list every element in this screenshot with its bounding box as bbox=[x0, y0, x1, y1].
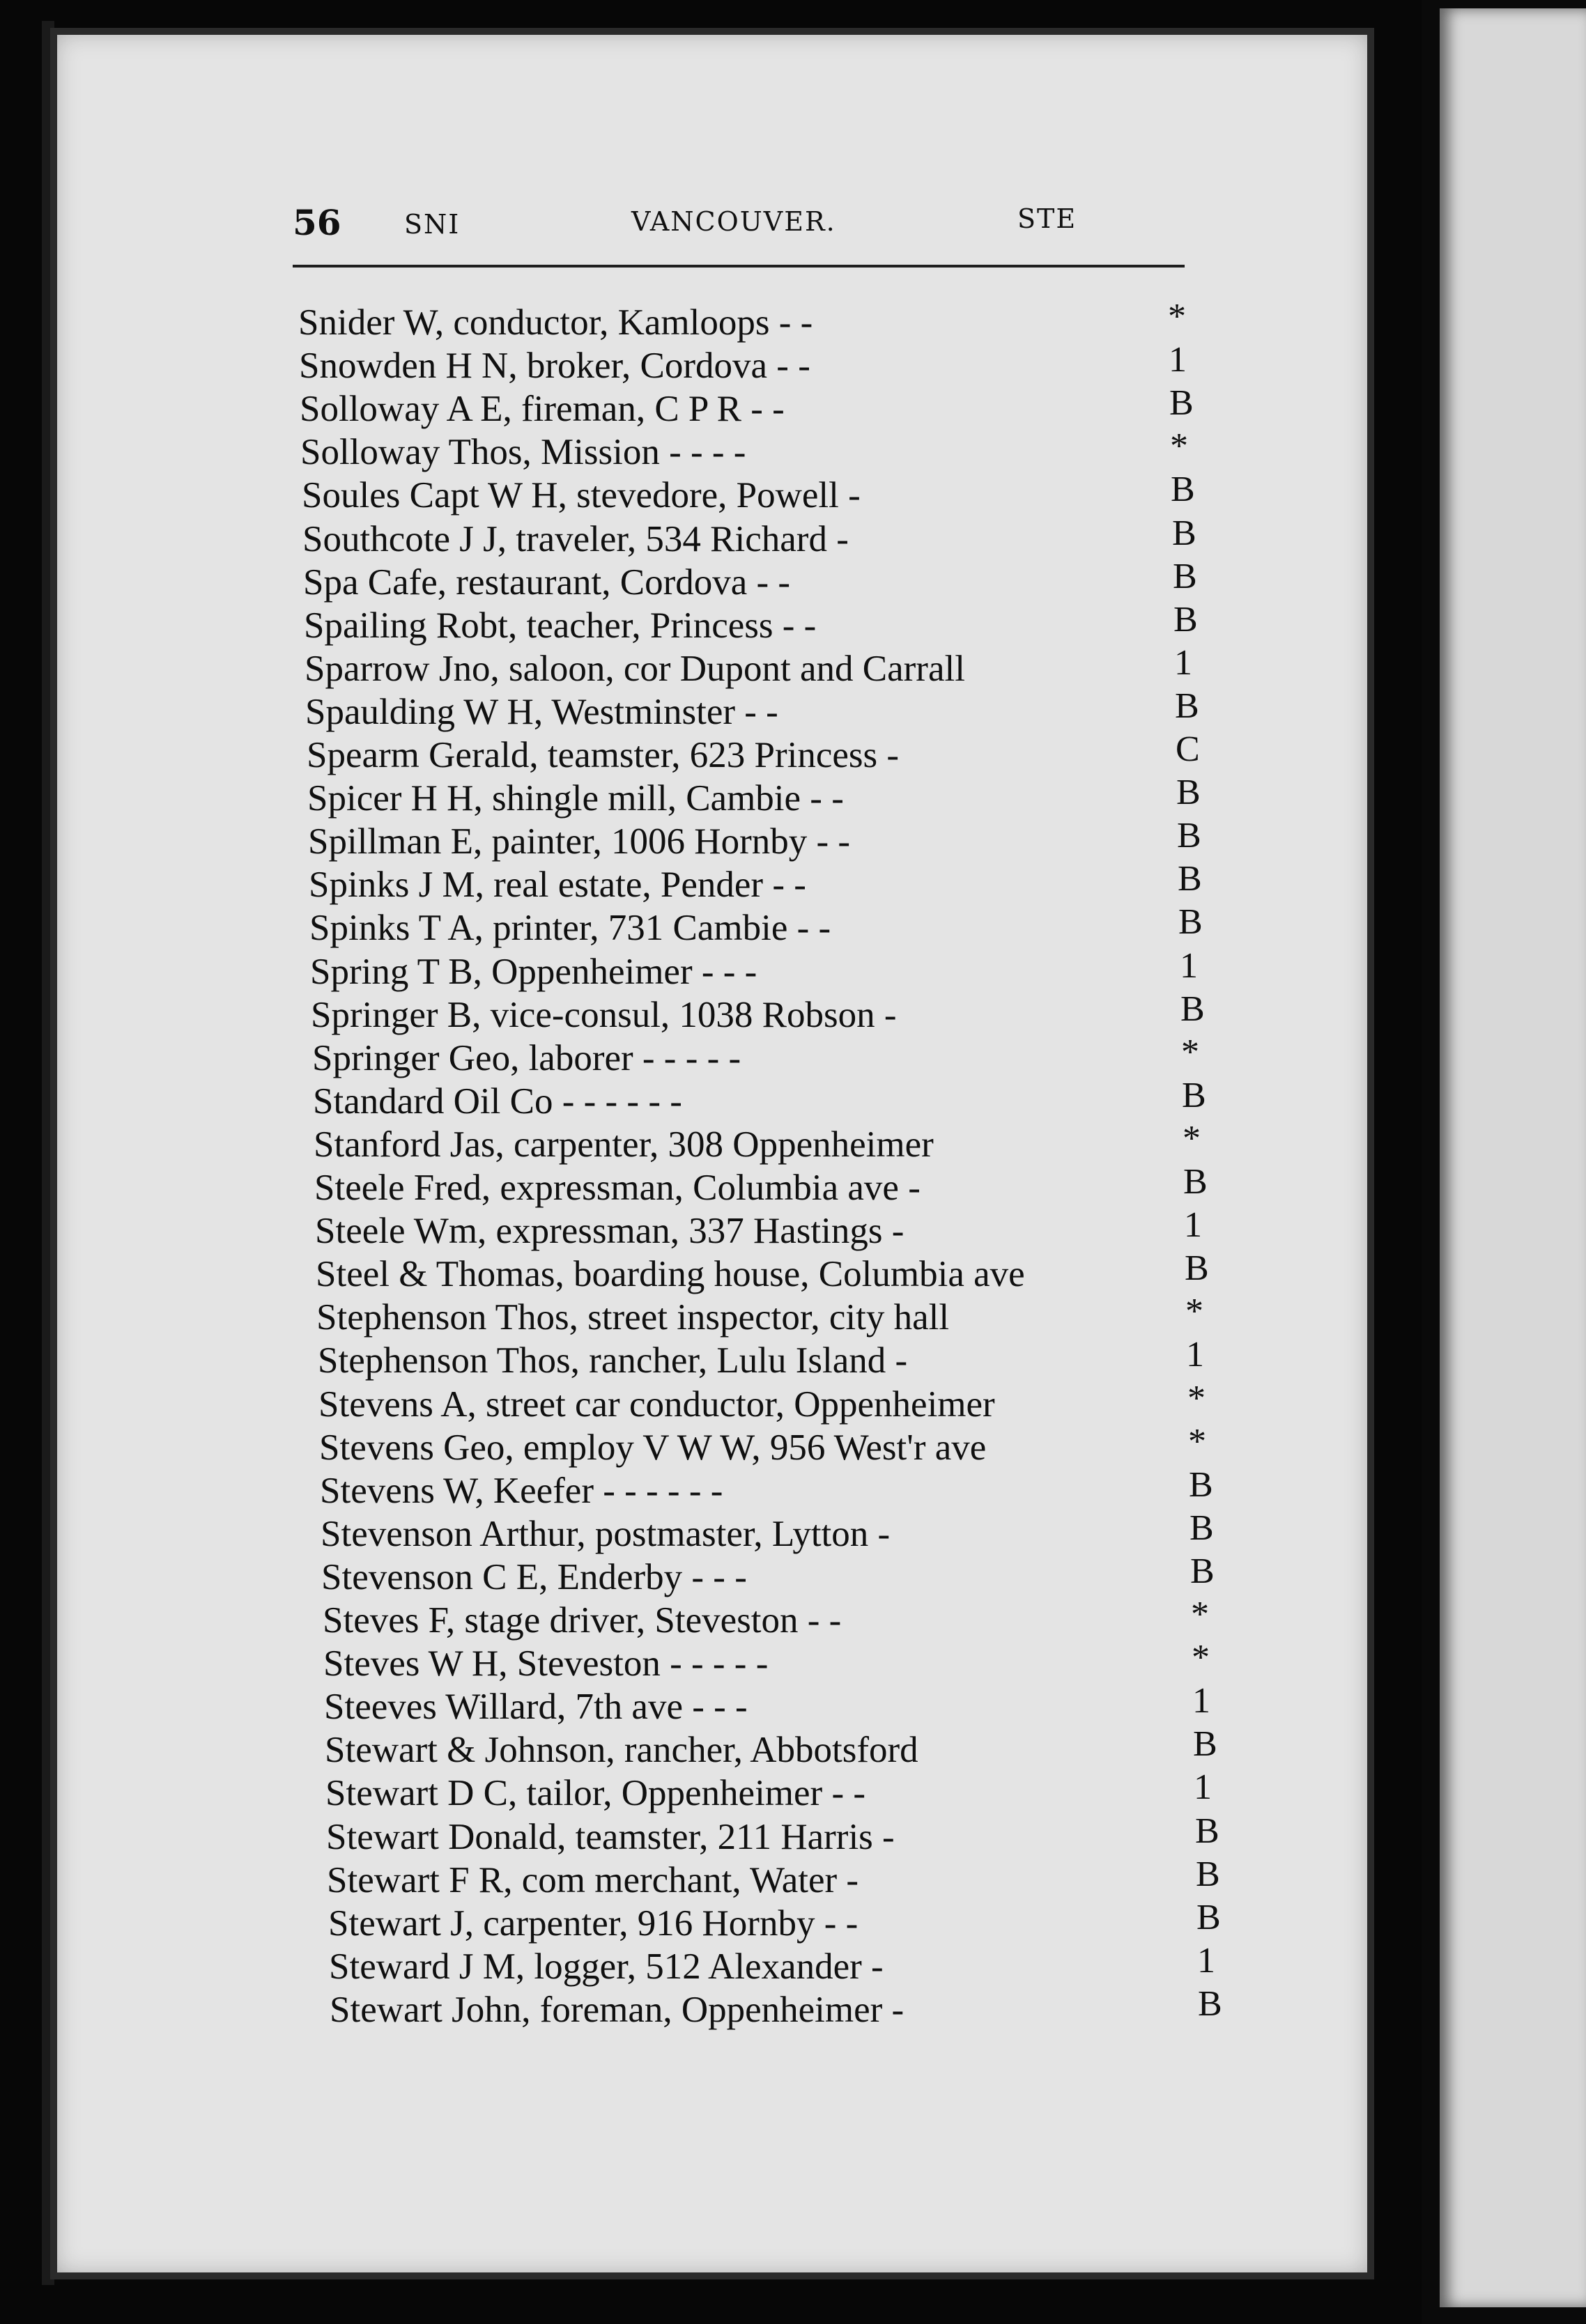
directory-entry bbox=[328, 1898, 1221, 1945]
entry-text: Steward J M, logger, 512 Alexander - bbox=[329, 1946, 884, 1987]
entry-status-mark: * bbox=[1191, 1595, 1209, 1634]
entry-text: Stephenson Thos, rancher, Lulu Island - bbox=[318, 1340, 908, 1381]
directory-entry bbox=[325, 1724, 1217, 1772]
entry-text: Steeves Willard, 7th ave - - - bbox=[324, 1687, 748, 1727]
entry-status-mark: B bbox=[1196, 1854, 1220, 1894]
directory-entry bbox=[318, 1335, 1212, 1382]
entry-status-mark: * bbox=[1188, 1422, 1206, 1462]
directory-entry bbox=[323, 1638, 1212, 1685]
entry-text: Spinks T A, printer, 731 Cambie - - bbox=[309, 908, 831, 948]
entry-status-mark: C bbox=[1176, 729, 1200, 769]
entry-text: Stewart F R, com merchant, Water - bbox=[327, 1860, 859, 1900]
entry-status-mark: * bbox=[1168, 297, 1186, 336]
directory-entry bbox=[302, 513, 1212, 561]
entry-status-mark: B bbox=[1171, 470, 1195, 509]
directory-entry bbox=[300, 426, 1212, 474]
entry-text: Stewart D C, tailor, Oppenheimer - - bbox=[325, 1773, 865, 1813]
entry-status-mark: B bbox=[1176, 773, 1201, 812]
entry-status-mark: * bbox=[1183, 1119, 1201, 1159]
entry-text: Spicer H H, shingle mill, Cambie - - bbox=[307, 778, 844, 819]
directory-entry bbox=[309, 859, 1212, 906]
entry-text: Spinks J M, real estate, Pender - - bbox=[309, 865, 806, 905]
entry-status-mark: * bbox=[1187, 1379, 1206, 1418]
entry-text: Solloway A E, fireman, C P R - - bbox=[300, 389, 785, 429]
directory-entry bbox=[304, 600, 1212, 647]
right-guide-word: STE bbox=[1017, 203, 1077, 234]
entry-text: Spring T B, Oppenheimer - - - bbox=[310, 952, 757, 992]
entry-text: Solloway Thos, Mission - - - - bbox=[300, 432, 746, 472]
entry-status-mark: 1 bbox=[1197, 1941, 1215, 1981]
entry-text: Stewart John, foreman, Oppenheimer - bbox=[330, 1990, 904, 2030]
page-title: VANCOUVER. bbox=[631, 206, 836, 237]
entry-status-mark: 1 bbox=[1192, 1681, 1210, 1721]
directory-entry bbox=[309, 902, 1212, 950]
header-rule bbox=[293, 265, 1185, 268]
entry-text: Soules Capt W H, stevedore, Powell - bbox=[302, 475, 861, 516]
entry-status-mark: * bbox=[1170, 426, 1188, 466]
directory-entry bbox=[325, 1767, 1212, 1815]
entry-status-mark: B bbox=[1178, 902, 1203, 942]
directory-entry bbox=[327, 1854, 1220, 1902]
entry-status-mark: B bbox=[1180, 989, 1205, 1029]
entry-status-mark: 1 bbox=[1184, 1205, 1202, 1245]
entry-text: Spailing Robt, teacher, Princess - - bbox=[304, 605, 817, 646]
entry-text: Stevenson C E, Enderby - - - bbox=[321, 1557, 747, 1597]
entry-status-mark: B bbox=[1190, 1551, 1215, 1591]
left-guide-word: SNI bbox=[404, 209, 461, 240]
directory-entry bbox=[305, 686, 1212, 734]
entry-text: Spillman E, painter, 1006 Hornby - - bbox=[308, 821, 851, 862]
directory-entry bbox=[299, 340, 1212, 387]
directory-entry bbox=[312, 1032, 1212, 1080]
directory-entry bbox=[314, 1119, 1212, 1166]
entry-status-mark: B bbox=[1183, 1162, 1208, 1202]
directory-entry bbox=[314, 1162, 1212, 1209]
directory-entry bbox=[326, 1811, 1219, 1859]
directory-entry bbox=[329, 1941, 1215, 1988]
entry-text: Snider W, conductor, Kamloops - - bbox=[298, 302, 813, 343]
entry-text: Stewart & Johnson, rancher, Abbotsford bbox=[325, 1730, 918, 1770]
directory-entry bbox=[315, 1205, 1212, 1253]
entry-text: Spearm Gerald, teamster, 623 Princess - bbox=[307, 735, 900, 775]
entry-text: Steele Fred, expressman, Columbia ave - bbox=[314, 1168, 921, 1208]
entry-status-mark: B bbox=[1172, 513, 1196, 553]
directory-entry bbox=[321, 1551, 1215, 1599]
directory-entry bbox=[302, 470, 1212, 517]
directory-entry bbox=[300, 383, 1212, 431]
facing-page-edge bbox=[1440, 8, 1586, 2307]
directory-entry bbox=[321, 1508, 1214, 1556]
entry-text: Stevens A, street car conductor, Oppenheimer bbox=[318, 1384, 995, 1425]
entry-status-mark: B bbox=[1195, 1811, 1219, 1851]
directory-entry bbox=[324, 1681, 1212, 1728]
directory-entry bbox=[316, 1292, 1212, 1339]
entry-text: Spaulding W H, Westminster - - bbox=[305, 692, 778, 732]
entry-status-mark: B bbox=[1193, 1724, 1217, 1764]
entry-status-mark: 1 bbox=[1194, 1767, 1212, 1807]
entry-text: Stevenson Arthur, postmaster, Lytton - bbox=[321, 1514, 891, 1554]
entry-text: Southcote J J, traveler, 534 Richard - bbox=[302, 519, 849, 559]
entry-text: Springer Geo, laborer - - - - - bbox=[312, 1038, 741, 1078]
entry-status-mark: B bbox=[1169, 383, 1194, 423]
directory-entry bbox=[323, 1595, 1212, 1642]
entry-status-mark: B bbox=[1177, 816, 1201, 855]
entry-text: Stevens W, Keefer - - - - - - bbox=[320, 1471, 723, 1511]
directory-entry bbox=[310, 946, 1212, 993]
directory-entry bbox=[316, 1248, 1212, 1296]
page-header bbox=[293, 199, 1164, 255]
facing-page-sliver bbox=[1422, 0, 1586, 2324]
entry-status-mark: B bbox=[1196, 1898, 1221, 1937]
directory-entry bbox=[330, 1984, 1222, 2031]
directory-entry bbox=[318, 1379, 1212, 1426]
directory-entry bbox=[307, 773, 1212, 820]
entry-status-mark: B bbox=[1175, 686, 1199, 726]
entry-text: Steves W H, Steveston - - - - - bbox=[323, 1643, 769, 1684]
directory-entry bbox=[319, 1422, 1212, 1469]
directory-entry bbox=[308, 816, 1212, 863]
entry-text: Snowden H N, broker, Cordova - - bbox=[299, 346, 810, 386]
entry-text: Steele Wm, expressman, 337 Hastings - bbox=[315, 1211, 904, 1251]
entry-text: Stewart J, carpenter, 916 Hornby - - bbox=[328, 1903, 859, 1944]
entry-status-mark: * bbox=[1192, 1638, 1210, 1678]
entry-status-mark: B bbox=[1185, 1248, 1209, 1288]
entry-status-mark: * bbox=[1181, 1032, 1199, 1072]
entry-status-mark: B bbox=[1198, 1984, 1222, 2024]
entry-text: Steel & Thomas, boarding house, Columbia ave bbox=[316, 1254, 1025, 1294]
entry-status-mark: 1 bbox=[1169, 340, 1187, 380]
entry-text: Stewart Donald, teamster, 211 Harris - bbox=[326, 1817, 895, 1857]
entry-status-mark: B bbox=[1189, 1465, 1213, 1505]
entry-status-mark: B bbox=[1173, 600, 1198, 640]
entry-text: Steves F, stage driver, Steveston - - bbox=[323, 1600, 842, 1641]
entry-text: Standard Oil Co - - - - - - bbox=[313, 1081, 682, 1122]
entry-status-mark: 1 bbox=[1174, 643, 1192, 683]
entry-text: Stephenson Thos, street inspector, city hall bbox=[316, 1297, 950, 1338]
directory-entry bbox=[307, 729, 1212, 777]
entry-status-mark: B bbox=[1178, 859, 1202, 899]
directory-entry bbox=[320, 1465, 1213, 1512]
entry-status-mark: 1 bbox=[1186, 1335, 1204, 1374]
entry-status-mark: 1 bbox=[1180, 946, 1198, 986]
directory-entry bbox=[305, 643, 1212, 690]
entry-text: Stevens Geo, employ V W W, 956 West'r ave bbox=[319, 1427, 987, 1468]
directory-entry bbox=[313, 1076, 1212, 1123]
directory-entry bbox=[311, 989, 1212, 1037]
entry-status-mark: * bbox=[1185, 1292, 1203, 1331]
entry-status-mark: B bbox=[1190, 1508, 1214, 1548]
entry-text: Sparrow Jno, saloon, cor Dupont and Carrall bbox=[305, 649, 965, 689]
page-number: 56 bbox=[293, 202, 341, 243]
entry-text: Springer B, vice-consul, 1038 Robson - bbox=[311, 995, 897, 1035]
directory-entry bbox=[298, 297, 1212, 344]
entry-status-mark: B bbox=[1182, 1076, 1206, 1115]
entry-status-mark: B bbox=[1173, 557, 1197, 596]
entry-text: Stanford Jas, carpenter, 308 Oppenheimer bbox=[314, 1124, 934, 1165]
directory-entry bbox=[303, 557, 1212, 604]
entry-text: Spa Cafe, restaurant, Cordova - - bbox=[303, 562, 791, 603]
